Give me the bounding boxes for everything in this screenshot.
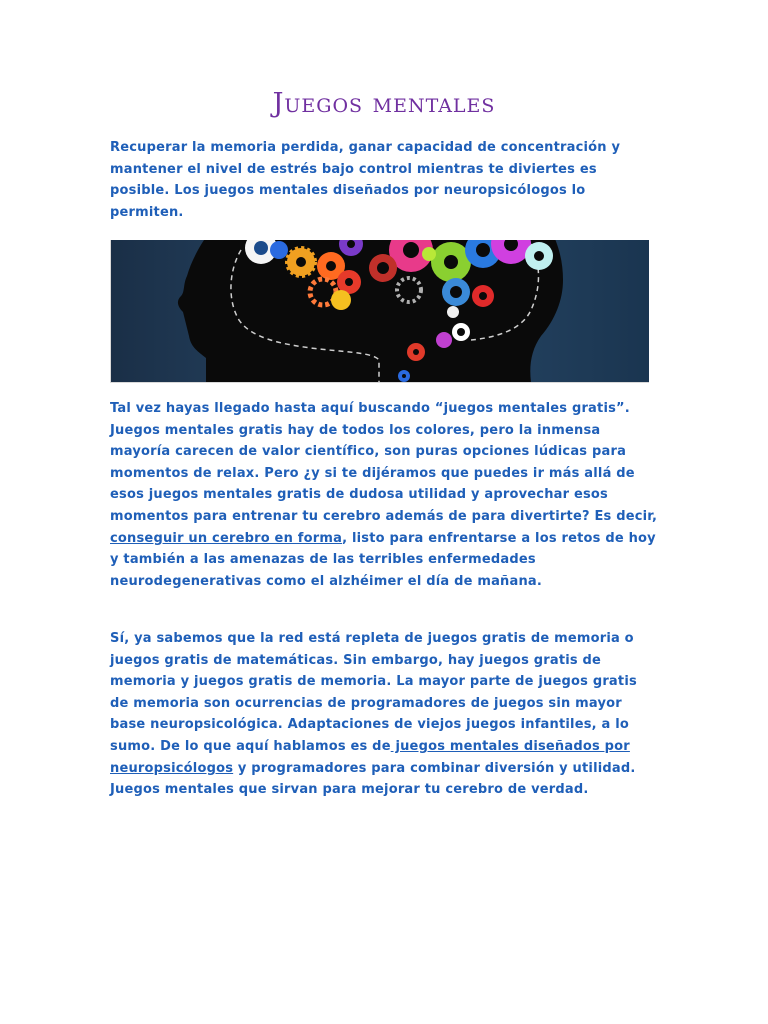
paragraph-text: , listo para enfrentarse a los retos de hoy y también a las amenazas de las terribles enfermedades neurodegenerativas como el alzhéimer el día de mañana.: [110, 530, 656, 589]
head-with-gears-illustration: [111, 240, 649, 382]
intro-paragraph: Recuperar la memoria perdida, ganar capacidad de concentración y mantener el nivel de estrés bajo control mientras te diviertes es posible. Los juegos mentales diseñados por neuropsicólogos lo permiten.: [110, 140, 621, 220]
neuropsychologist-games-link[interactable]: juegos mentales diseñados por neuropsicólogos: [110, 738, 630, 776]
page-title: Juegos mentales: [272, 88, 496, 119]
brain-in-shape-link[interactable]: conseguir un cerebro en forma: [110, 530, 343, 546]
paragraph-text: Sí, ya sabemos que la red está repleta de juegos gratis de memoria o juegos gratis de matemáticas. Sin embargo, hay juegos gratis de memoria y juegos gratis de memoria. La mayor parte de juegos gratis de memoria son ocurrencias de programadores de juegos sin mayor base neuropsicológica. Adaptaciones de viejos juegos infantiles, a lo sumo. De lo que aquí hablamos es de: [110, 631, 637, 754]
brain-gears-image: [110, 240, 649, 383]
paragraph-memory-games: [110, 628, 660, 801]
paragraph-text: y programadores para combinar diversión y utilidad. Juegos mentales que sirvan para mejorar tu cerebro de verdad.: [110, 760, 636, 798]
paragraph-free-games: [110, 398, 660, 592]
paragraph-text: Tal vez hayas llegado hasta aquí buscando “juegos mentales gratis”. Juegos mentales gratis hay de todos los colores, pero la inmensa mayoría carecen de valor científico, son puras opciones lúdicas para momentos de relax. Pero ¿y si te dijéramos que puedes ir más allá de esos juegos mentales gratis de dudosa utilidad y aprovechar esos momentos para entrenar tu cerebro además de para divertirte? Es decir,: [110, 401, 658, 524]
